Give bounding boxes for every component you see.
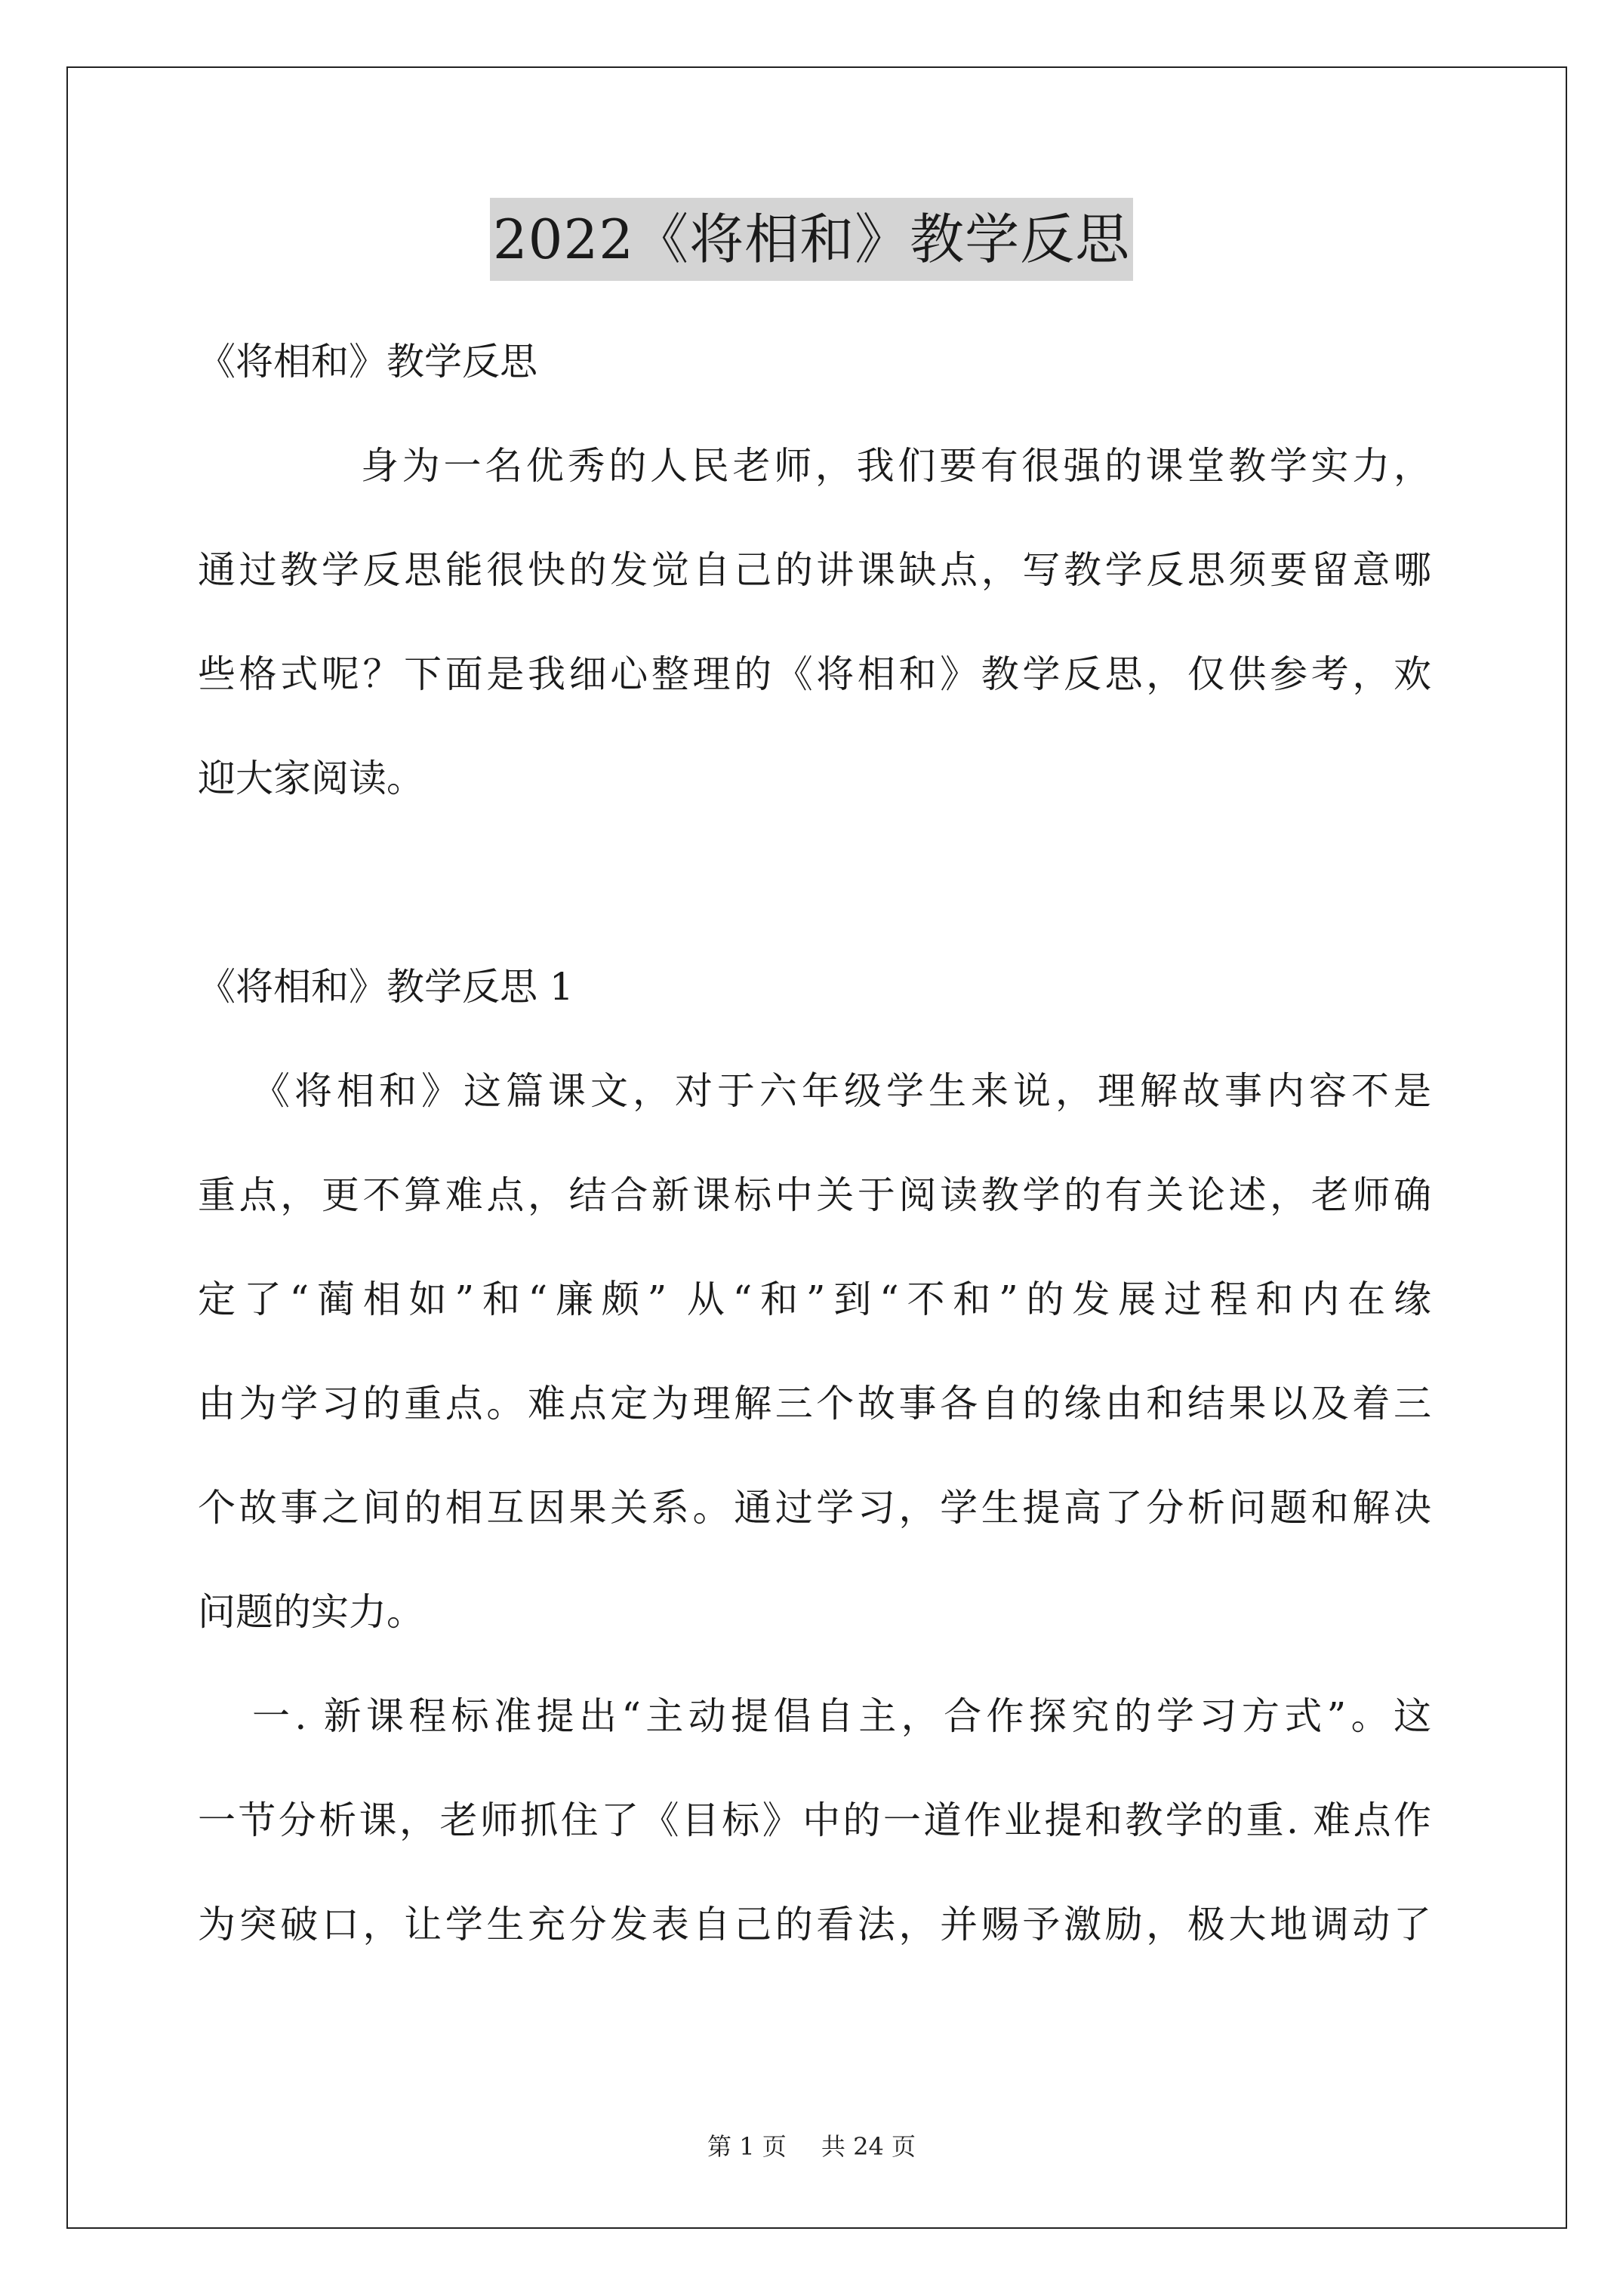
intro-line: 迎大家阅读。 (198, 757, 424, 800)
title-block (0, 198, 1623, 281)
page-footer (0, 2128, 1623, 2162)
paragraph-line: 个故事之间的相互因果关系。通过学习，学生提高了分析问题和解决 (198, 1486, 1431, 1530)
paragraph-line: 重点，更不算难点，结合新课标中关于阅读教学的有关论述，老师确 (198, 1173, 1431, 1217)
paragraph-line: 由为学习的重点。难点定为理解三个故事各自的缘由和结果以及着三 (198, 1382, 1431, 1425)
intro-line: 身为一名优秀的人民老师，我们要有很强的课堂教学实力， (361, 444, 1431, 488)
document-body (198, 310, 1431, 1977)
paragraph-line: 《将相和》这篇课文，对于六年级学生来说，理解故事内容不是 (252, 1069, 1431, 1113)
spacer (198, 831, 1431, 935)
paragraph-line: 定了“蔺相如”和“廉颇” 从“和”到“不和”的发展过程和内在缘 (198, 1277, 1431, 1321)
paragraph-line: 一. 新课程标准提出“主动提倡自主，合作探究的学习方式”。这 (252, 1694, 1431, 1738)
page-total: 共 24 页 (821, 2132, 916, 2161)
section-heading: 《将相和》教学反思 1 (198, 965, 574, 1009)
paragraph-line: 为突破口，让学生充分发表自己的看法，并赐予激励，极大地调动了 (198, 1903, 1431, 1946)
paragraph-line: 一节分析课，老师抓住了《目标》中的一道作业提和教学的重. 难点作 (198, 1798, 1431, 1842)
paragraph-line: 问题的实力。 (198, 1590, 424, 1634)
subtitle: 《将相和》教学反思 (198, 340, 537, 384)
intro-line: 通过教学反思能很快的发觉自己的讲课缺点，写教学反思须要留意哪 (198, 548, 1431, 592)
page-number: 第 1 页 (707, 2132, 787, 2161)
intro-line: 些格式呢？下面是我细心整理的《将相和》教学反思，仅供参考，欢 (198, 652, 1431, 696)
document-title: 2022《将相和》教学反思 (490, 198, 1133, 281)
